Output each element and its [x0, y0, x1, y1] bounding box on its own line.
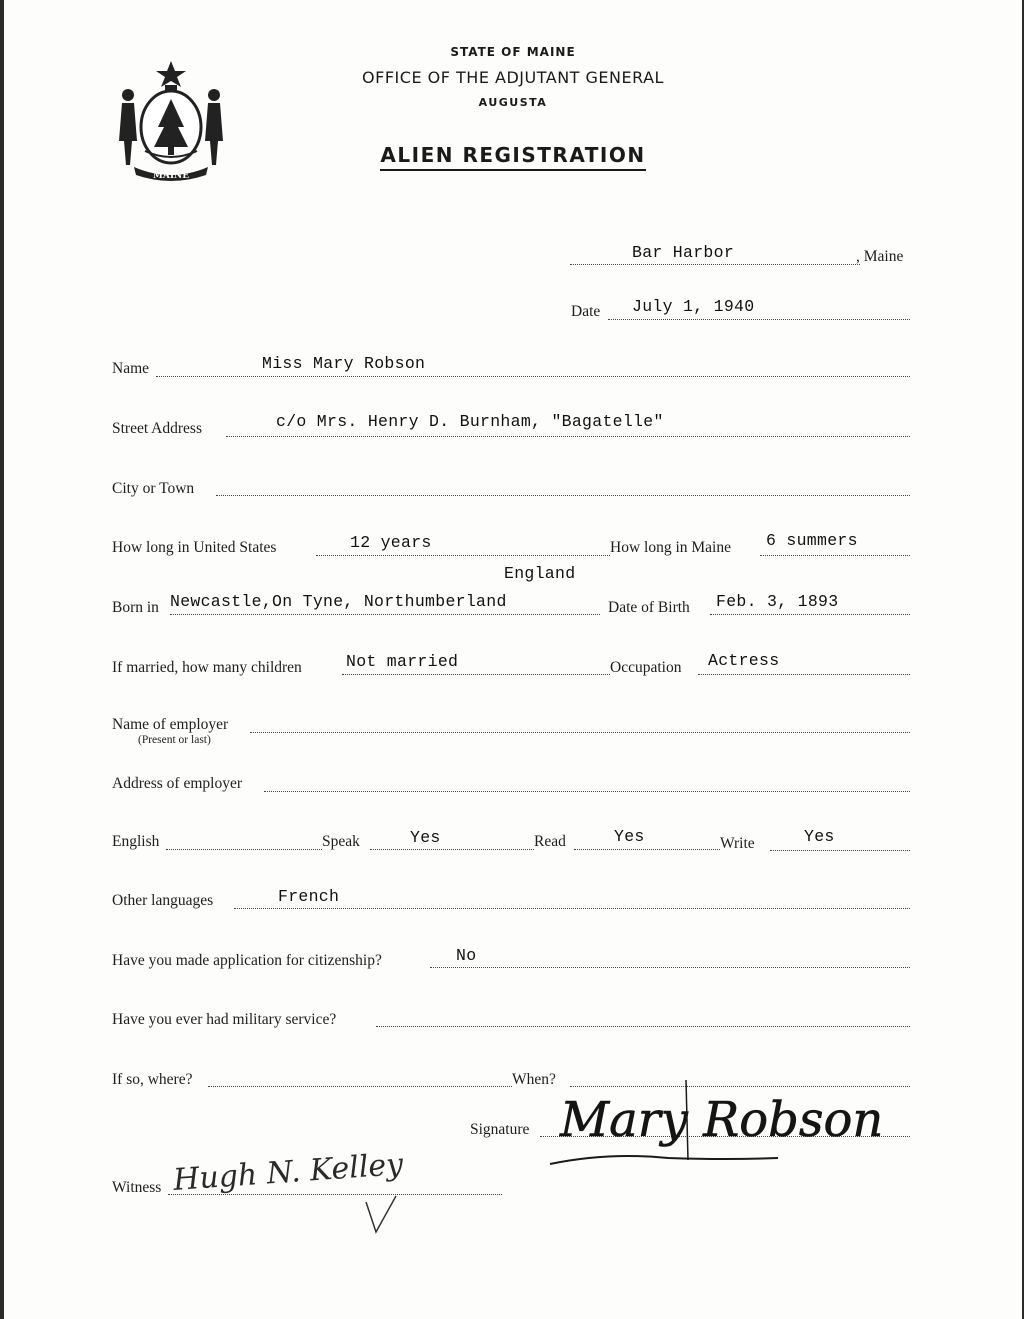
date-value: July 1, 1940	[632, 297, 755, 316]
date-label: Date	[571, 303, 601, 320]
english-read-value: Yes	[614, 827, 645, 846]
name-value: Miss Mary Robson	[262, 354, 426, 373]
signature-label: Signature	[470, 1121, 530, 1138]
name-label: Name	[112, 360, 150, 377]
citizenship-label: Have you made application for citizenship?	[112, 952, 382, 969]
witness-text: Hugh N. Kelley	[172, 1147, 405, 1198]
occupation-label: Occupation	[610, 659, 682, 676]
witness-signature	[170, 1146, 430, 1251]
english-read-label: Read	[534, 833, 566, 850]
signature-handwriting-icon	[548, 1060, 884, 1180]
born-in-value: Newcastle,On Tyne, Northumberland	[170, 592, 507, 611]
page-title	[4, 143, 1022, 171]
how-long-us-value: 12 years	[350, 533, 432, 552]
children-value: Not married	[346, 652, 459, 671]
date-of-birth-label: Date of Birth	[608, 599, 690, 616]
seal-text: MAINE	[152, 171, 190, 181]
date-of-birth-value: Feb. 3, 1893	[716, 592, 839, 611]
witness-handwriting-icon	[170, 1146, 430, 1246]
born-in-label: Born in	[112, 599, 159, 616]
english-label: English	[112, 833, 160, 850]
when-label: When?	[512, 1071, 556, 1088]
employer-address-label: Address of employer	[112, 775, 242, 792]
how-long-us-label: How long in United States	[112, 539, 277, 556]
city-or-town-label: City or Town	[112, 480, 195, 497]
how-long-maine-label: How long in Maine	[610, 539, 731, 556]
signature	[548, 1060, 884, 1185]
other-languages-value: French	[278, 887, 340, 906]
where-label: If so, where?	[112, 1071, 193, 1088]
employer-name-label: Name of employer	[112, 716, 229, 733]
street-address-label: Street Address	[112, 420, 202, 437]
citizenship-value: No	[456, 946, 477, 965]
employer-name-sub-label: (Present or last)	[138, 734, 211, 746]
military-label: Have you ever had military service?	[112, 1011, 337, 1028]
occupation-value: Actress	[708, 651, 780, 670]
born-in-country-value: England	[504, 564, 576, 583]
witness-label: Witness	[112, 1179, 162, 1196]
other-languages-label: Other languages	[112, 892, 214, 909]
signature-text: Mary Robson	[560, 1092, 884, 1148]
header-office: OFFICE OF THE ADJUTANT GENERAL	[362, 68, 664, 87]
registration-form-page	[4, 0, 1022, 1319]
street-address-value: c/o Mrs. Henry D. Burnham, "Bagatelle"	[276, 412, 664, 431]
page-title-text: ALIEN REGISTRATION	[380, 143, 645, 171]
english-write-value: Yes	[804, 827, 835, 846]
english-write-label: Write	[720, 835, 755, 852]
place-suffix: , Maine	[856, 248, 904, 265]
children-label: If married, how many children	[112, 659, 302, 676]
header-state: STATE OF MAINE	[450, 45, 576, 59]
how-long-maine-value: 6 summers	[766, 531, 858, 550]
place-value: Bar Harbor	[632, 243, 735, 262]
header-city: AUGUSTA	[478, 96, 548, 109]
english-speak-label: Speak	[322, 833, 360, 850]
english-speak-value: Yes	[410, 828, 441, 847]
